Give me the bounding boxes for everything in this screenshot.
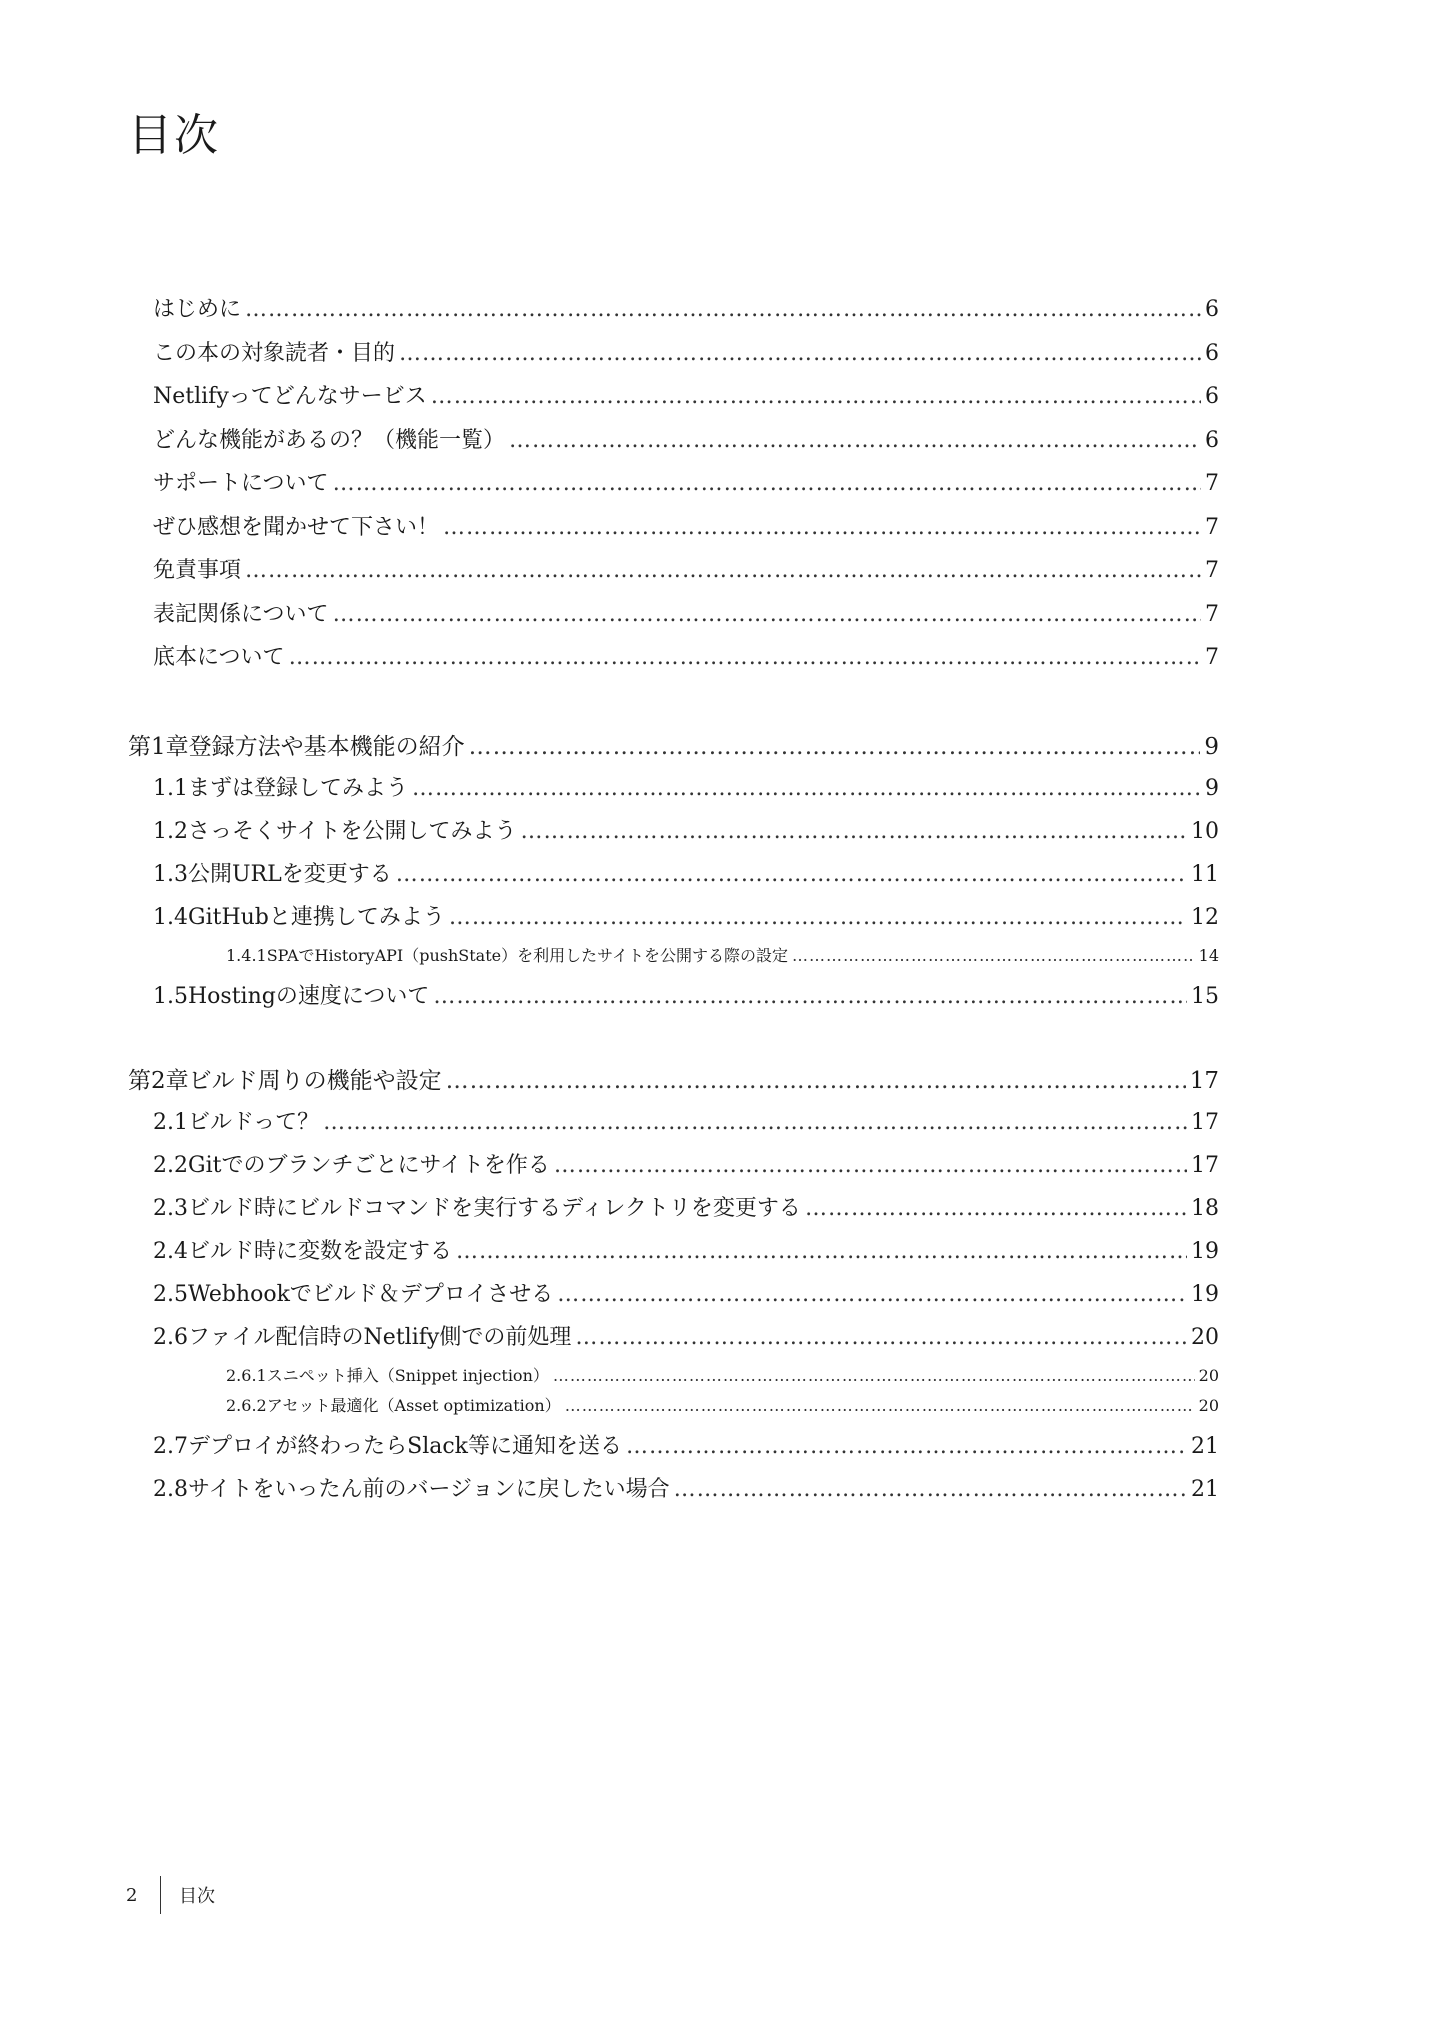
toc-entry[interactable]: [153, 1191, 1219, 1222]
toc-entry-label: ぜひ感想を聞かせて下さい！: [153, 514, 440, 540]
toc-entry-label: Netlifyってどんなサービス: [153, 384, 427, 409]
dot-leader: [412, 776, 1201, 801]
toc-entry-number: 2.1: [153, 1110, 188, 1135]
toc-entry[interactable]: [128, 1062, 1219, 1095]
toc-entry-page: 14: [1198, 946, 1219, 965]
toc-entry[interactable]: [153, 1234, 1219, 1265]
toc-entry-label: ビルド時にビルドコマンドを実行するディレクトリを変更する: [188, 1196, 801, 1221]
toc-entry[interactable]: [153, 857, 1219, 888]
toc-entry-page: 7: [1205, 514, 1219, 540]
toc-entry-label: さっそくサイトを公開してみよう: [188, 819, 517, 844]
toc-entry-page: 11: [1191, 862, 1219, 887]
toc-entry[interactable]: [153, 1277, 1219, 1308]
dot-leader: [431, 384, 1201, 409]
page-title: 目次: [128, 110, 220, 161]
toc-entry-label: ビルド時に変数を設定する: [188, 1239, 453, 1264]
toc-entry[interactable]: [226, 1393, 1219, 1416]
toc-entry-number: 1.4.1: [226, 946, 267, 965]
dot-leader: [323, 1110, 1187, 1135]
footer-page-number: 2: [126, 1884, 138, 1906]
toc-entry-number: 1.2: [153, 819, 188, 844]
toc-entry-label: 登録方法や基本機能の紹介: [188, 734, 465, 760]
dot-leader: [396, 862, 1187, 887]
toc-entry[interactable]: [153, 466, 1219, 497]
toc-entry-label: アセット最適化（Asset optimization）: [266, 1396, 561, 1415]
toc-entry-page: 6: [1205, 297, 1219, 322]
dot-leader: [553, 1366, 1195, 1385]
toc-entry-page: 19: [1191, 1282, 1219, 1307]
toc-entry-number: 1.3: [153, 862, 188, 887]
dot-leader: [565, 1396, 1195, 1415]
toc-entry-label: ビルド周りの機能や設定: [188, 1068, 442, 1094]
toc-entry-label: どんな機能があるの？（機能一覧）: [153, 427, 506, 453]
dot-leader: [575, 1325, 1187, 1350]
toc-entry-page: 20: [1198, 1366, 1219, 1385]
dot-leader: [805, 1196, 1187, 1221]
dot-leader: [469, 734, 1201, 760]
toc-entry-number: 1.5: [153, 984, 188, 1009]
toc-entry-page: 7: [1205, 471, 1219, 496]
dot-leader: [456, 1239, 1187, 1264]
toc-entry[interactable]: [153, 553, 1219, 584]
dot-leader: [792, 946, 1195, 965]
toc-entry-page: 7: [1205, 645, 1219, 670]
toc-entry-page: 21: [1191, 1477, 1219, 1502]
toc-entry-label: 公開URLを変更する: [188, 862, 392, 887]
toc-entry-page: 9: [1205, 776, 1219, 801]
toc-entry-page: 6: [1205, 384, 1219, 409]
toc-entry-number: 2.6.1: [226, 1366, 267, 1385]
dot-leader: [333, 602, 1201, 627]
dot-leader: [289, 645, 1201, 670]
toc-entry[interactable]: [153, 597, 1219, 628]
toc-entry[interactable]: [153, 1429, 1219, 1460]
dot-leader: [446, 1068, 1186, 1094]
toc-entry[interactable]: [226, 1363, 1219, 1386]
toc-entry[interactable]: [153, 1105, 1219, 1136]
toc-entry-label: 免責事項: [153, 558, 242, 583]
toc-entry[interactable]: [153, 292, 1219, 323]
toc-entry-number: 1.4: [153, 905, 188, 930]
toc-entry-label: 表記関係について: [153, 601, 329, 627]
footer-section-name: 目次: [179, 1886, 215, 1907]
dot-leader: [554, 1153, 1187, 1178]
dot-leader: [557, 1282, 1187, 1307]
dot-leader: [520, 819, 1187, 844]
toc-entry-label: Webhookでビルド＆デプロイさせる: [188, 1282, 554, 1307]
toc-entry-page: 6: [1205, 427, 1219, 453]
toc-entry-number: 第1章: [128, 734, 189, 760]
dot-leader: [674, 1477, 1187, 1502]
toc-entry[interactable]: [153, 979, 1219, 1010]
dot-leader: [333, 471, 1201, 496]
toc-entry-number: 2.7: [153, 1434, 188, 1459]
toc-entry-page: 20: [1191, 1325, 1219, 1350]
toc-entry-page: 19: [1191, 1239, 1219, 1264]
toc-entry[interactable]: [128, 728, 1219, 761]
toc-entry[interactable]: [153, 640, 1219, 671]
toc-entry-number: 2.8: [153, 1477, 188, 1502]
toc-entry-label: まずは登録してみよう: [188, 776, 409, 801]
toc-entry-label: ファイル配信時のNetlify側での前処理: [188, 1325, 572, 1350]
toc-entry-label: SPAでHistoryAPI（pushState）を利用したサイトを公開する際の設定: [266, 946, 788, 965]
toc-entry-page: 12: [1191, 905, 1219, 930]
toc-entry[interactable]: [153, 771, 1219, 802]
toc-entry-number: 2.5: [153, 1282, 188, 1307]
footer-divider: [160, 1876, 161, 1914]
toc-entry[interactable]: [153, 1320, 1219, 1351]
dot-leader: [449, 905, 1187, 930]
toc-entry-label: サイトをいったん前のバージョンに戻したい場合: [188, 1477, 670, 1502]
toc-entry-label: はじめに: [153, 297, 242, 322]
dot-leader: [433, 984, 1187, 1009]
toc-entry-page: 7: [1205, 558, 1219, 583]
toc-entry-number: 2.4: [153, 1239, 188, 1264]
toc-entry-page: 15: [1191, 984, 1219, 1009]
toc-entry-page: 17: [1191, 1153, 1219, 1178]
toc-entry[interactable]: [153, 423, 1219, 454]
toc-entry-number: 2.3: [153, 1196, 188, 1221]
toc-entry-number: 2.6.2: [226, 1396, 267, 1415]
toc-entry[interactable]: [153, 1472, 1219, 1503]
toc-entry-number: 1.1: [153, 776, 188, 801]
toc-entry-page: 20: [1198, 1396, 1219, 1415]
dot-leader: [626, 1434, 1187, 1459]
toc-entry-label: デプロイが終わったらSlack等に通知を送る: [188, 1434, 622, 1459]
toc-entry[interactable]: [226, 943, 1219, 966]
toc-entry-page: 17: [1189, 1068, 1219, 1094]
toc-entry[interactable]: [153, 510, 1219, 541]
page-footer: [126, 1876, 215, 1914]
dot-leader: [399, 341, 1201, 366]
dot-leader: [443, 515, 1201, 540]
toc-entry-page: 21: [1191, 1434, 1219, 1459]
dot-leader: [509, 428, 1201, 453]
toc-entry[interactable]: [153, 379, 1219, 410]
toc-entry[interactable]: [153, 900, 1219, 931]
toc-entry-number: 第2章: [128, 1068, 189, 1094]
dot-leader: [245, 558, 1201, 583]
toc-entry-page: 7: [1205, 601, 1219, 627]
toc-entry-label: ビルドって？: [188, 1110, 320, 1135]
toc-entry-page: 9: [1204, 734, 1219, 760]
dot-leader: [245, 297, 1201, 322]
toc-entry[interactable]: [153, 1148, 1219, 1179]
toc-entry[interactable]: [153, 814, 1219, 845]
toc-entry-label: この本の対象読者・目的: [153, 340, 396, 366]
toc-entry-page: 6: [1205, 340, 1219, 366]
toc-entry[interactable]: [153, 336, 1219, 367]
toc-entry-label: スニペット挿入（Snippet injection）: [266, 1366, 549, 1385]
toc-entry-label: Hostingの速度について: [188, 984, 430, 1009]
toc-entry-page: 18: [1191, 1196, 1219, 1221]
toc-entry-label: GitHubと連携してみよう: [188, 905, 445, 930]
toc-entry-page: 17: [1191, 1110, 1219, 1135]
toc-entry-page: 10: [1191, 819, 1219, 844]
toc-entry-number: 2.2: [153, 1153, 188, 1178]
toc-entry-label: 底本について: [153, 645, 285, 670]
toc-entry-label: サポートについて: [153, 471, 329, 496]
toc-entry-label: Gitでのブランチごとにサイトを作る: [188, 1153, 550, 1178]
toc-entry-number: 2.6: [153, 1325, 188, 1350]
